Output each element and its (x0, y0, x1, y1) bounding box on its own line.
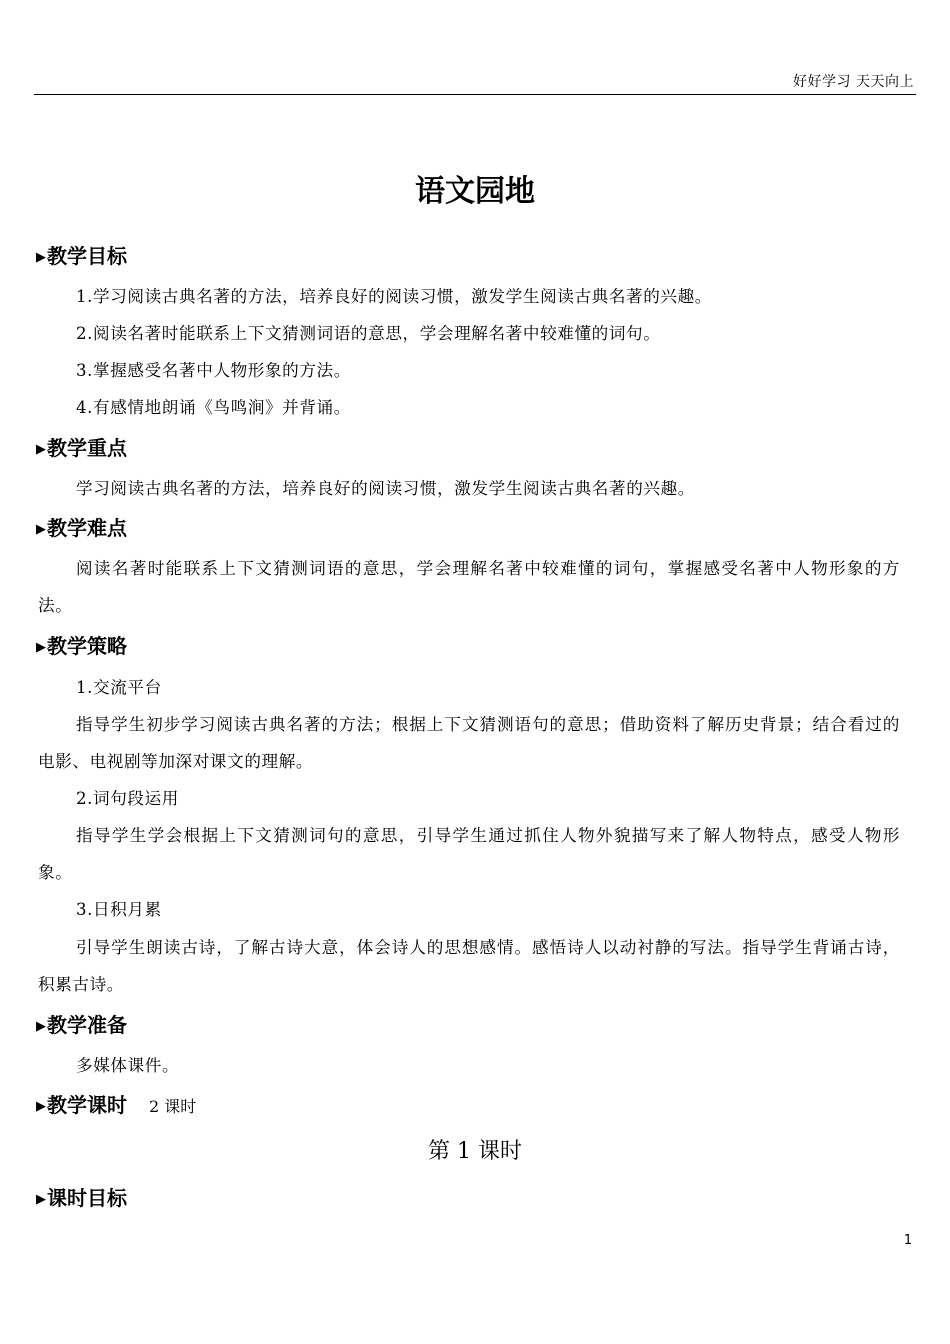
triangle-bullet-icon: ▶ (36, 250, 46, 265)
section-heading-difficulties: ▶教学难点 (36, 515, 127, 543)
strategy-label-1: 1.交流平台 (76, 678, 162, 697)
triangle-bullet-icon: ▶ (36, 1099, 46, 1114)
strategy-text-2: 指导学生学会根据上下文猜测词句的意思，引导学生通过抓住人物外貌描写来了解人物特点，感受人物形象。 (38, 826, 900, 882)
strategy-label-3: 3.日积月累 (76, 900, 162, 919)
strategy-label-2: 2.词句段运用 (76, 789, 180, 808)
preparation-text: 多媒体课件。 (76, 1056, 180, 1075)
document-title: 语文园地 (415, 174, 535, 209)
page-header-text: 好好学习 天天向上 (793, 74, 914, 90)
header-divider (34, 94, 916, 95)
goal-item-2: 2.阅读名著时能联系上下文猜测词语的意思，学会理解名著中较难懂的词句。 (76, 324, 661, 343)
page-number: 1 (903, 1233, 913, 1248)
section-heading-lesson-goals: ▶课时目标 (36, 1185, 127, 1213)
section-heading-preparation: ▶教学准备 (36, 1012, 127, 1040)
section-heading-periods: ▶教学课时 2 课时 (36, 1092, 196, 1120)
section-heading-strategy: ▶教学策略 (36, 633, 127, 661)
triangle-bullet-icon: ▶ (36, 1192, 46, 1207)
section-heading-key-points: ▶教学重点 (36, 435, 127, 463)
goal-item-3: 3.掌握感受名著中人物形象的方法。 (76, 361, 351, 380)
key-points-text: 学习阅读古典名著的方法，培养良好的阅读习惯，激发学生阅读古典名著的兴趣。 (76, 479, 695, 498)
section-heading-goals: ▶教学目标 (36, 243, 127, 271)
lesson-title: 第 1 课时 (428, 1139, 522, 1164)
triangle-bullet-icon: ▶ (36, 442, 46, 457)
strategy-text-1: 指导学生初步学习阅读古典名著的方法；根据上下文猜测语句的意思；借助资料了解历史背景；结合看过的电影、电视剧等加深对课文的理解。 (38, 715, 900, 771)
triangle-bullet-icon: ▶ (36, 640, 46, 655)
strategy-text-3: 引导学生朗读古诗，了解古诗大意，体会诗人的思想感情。感悟诗人以动衬静的写法。指导学生背诵古诗，积累古诗。 (38, 938, 900, 994)
goal-item-4: 4.有感情地朗诵《鸟鸣涧》并背诵。 (76, 398, 351, 417)
difficulties-text: 阅读名著时能联系上下文猜测词语的意思，学会理解名著中较难懂的词句，掌握感受名著中人物形象的方法。 (38, 559, 900, 615)
goal-item-1: 1.学习阅读古典名著的方法，培养良好的阅读习惯，激发学生阅读古典名著的兴趣。 (76, 287, 713, 306)
triangle-bullet-icon: ▶ (36, 522, 46, 537)
periods-value: 2 课时 (149, 1097, 197, 1116)
triangle-bullet-icon: ▶ (36, 1019, 46, 1034)
